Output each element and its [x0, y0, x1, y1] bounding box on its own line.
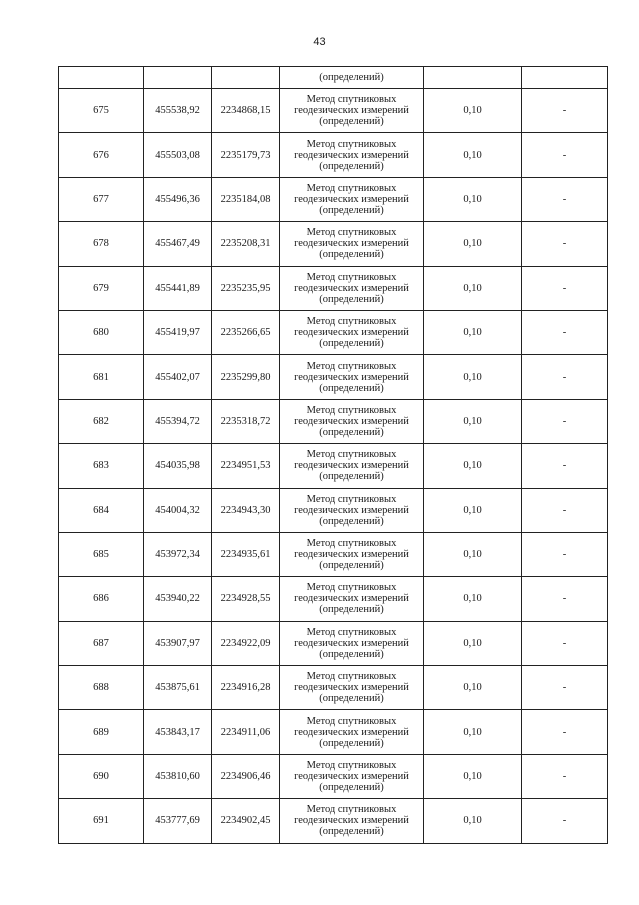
method-line: Метод спутниковых [306, 626, 397, 638]
cell-point-id: 686 [59, 577, 144, 621]
cell-extra: - [522, 577, 608, 621]
table-row [59, 488, 608, 532]
cell-extra: - [522, 444, 608, 488]
cell-method [280, 754, 424, 798]
cell-method: (определений) [280, 67, 424, 89]
cell-x: 453777,69 [144, 799, 212, 843]
cell-method [280, 577, 424, 621]
cell-method [280, 222, 424, 266]
cell-x: 455538,92 [144, 89, 212, 133]
method-line: геодезических измерений [294, 105, 409, 117]
method-line: (определений) [319, 382, 384, 394]
method-line: геодезических измерений [294, 815, 409, 827]
cell-point-id: 688 [59, 666, 144, 710]
method-line: геодезических измерений [294, 726, 409, 738]
cell-extra: - [522, 710, 608, 754]
cell-x: 455467,49 [144, 222, 212, 266]
cell-extra: - [522, 666, 608, 710]
method-line: (определений) [319, 116, 384, 128]
cell-point-id: 683 [59, 444, 144, 488]
cell-accuracy: 0,10 [424, 754, 522, 798]
cell-y: 2234916,28 [212, 666, 280, 710]
table-row [59, 399, 608, 443]
cell-y: 2235179,73 [212, 133, 280, 177]
cell-point-id: 682 [59, 399, 144, 443]
cell-method [280, 710, 424, 754]
cell-extra: - [522, 621, 608, 665]
cell-extra: - [522, 133, 608, 177]
cell-point-id: 679 [59, 266, 144, 310]
cell-method [280, 444, 424, 488]
cell-accuracy [424, 67, 522, 89]
cell-point-id: 689 [59, 710, 144, 754]
cell-accuracy: 0,10 [424, 621, 522, 665]
cell-x: 453907,97 [144, 621, 212, 665]
cell-extra: - [522, 799, 608, 843]
cell-accuracy: 0,10 [424, 222, 522, 266]
cell-x: 455394,72 [144, 399, 212, 443]
table-row [59, 532, 608, 576]
table-row [59, 133, 608, 177]
cell-extra: - [522, 177, 608, 221]
method-line: геодезических измерений [294, 193, 409, 205]
method-line: (определений) [319, 160, 384, 172]
method-line: Метод спутниковых [306, 760, 397, 772]
cell-x: 453843,17 [144, 710, 212, 754]
cell-x: 454004,32 [144, 488, 212, 532]
coordinates-table [58, 66, 608, 844]
cell-method [280, 89, 424, 133]
method-line: (определений) [319, 737, 384, 749]
table-row [59, 266, 608, 310]
cell-accuracy: 0,10 [424, 399, 522, 443]
cell-x: 454035,98 [144, 444, 212, 488]
cell-point-id [59, 67, 144, 89]
method-line: геодезических измерений [294, 771, 409, 783]
cell-accuracy: 0,10 [424, 799, 522, 843]
cell-y: 2235299,80 [212, 355, 280, 399]
cell-point-id: 680 [59, 310, 144, 354]
table-row [59, 621, 608, 665]
cell-y: 2234943,30 [212, 488, 280, 532]
method-line: Метод спутниковых [306, 227, 397, 239]
method-line: (определений) [319, 338, 384, 350]
method-line: геодезических измерений [294, 327, 409, 339]
cell-accuracy: 0,10 [424, 444, 522, 488]
page-number: 43 [313, 36, 326, 48]
cell-point-id: 675 [59, 89, 144, 133]
method-line: (определений) [319, 560, 384, 572]
method-line: (определений) [319, 826, 384, 838]
cell-y: 2234906,46 [212, 754, 280, 798]
cell-y: 2234951,53 [212, 444, 280, 488]
cell-point-id: 690 [59, 754, 144, 798]
table-row [59, 710, 608, 754]
cell-y: 2234911,06 [212, 710, 280, 754]
cell-y: 2234922,09 [212, 621, 280, 665]
cell-y: 2235266,65 [212, 310, 280, 354]
cell-x: 455441,89 [144, 266, 212, 310]
cell-extra: - [522, 310, 608, 354]
cell-accuracy: 0,10 [424, 666, 522, 710]
cell-x: 455503,08 [144, 133, 212, 177]
method-line: геодезических измерений [294, 238, 409, 250]
cell-extra: - [522, 488, 608, 532]
method-line: Метод спутниковых [306, 316, 397, 328]
method-line: геодезических измерений [294, 549, 409, 561]
method-line: Метод спутниковых [306, 493, 397, 505]
table-row [59, 666, 608, 710]
method-line: (определений) [319, 648, 384, 660]
cell-accuracy: 0,10 [424, 133, 522, 177]
method-line: Метод спутниковых [306, 671, 397, 683]
table-row [59, 799, 608, 843]
cell-accuracy: 0,10 [424, 310, 522, 354]
method-line: (определений) [319, 604, 384, 616]
cell-method [280, 266, 424, 310]
method-line: Метод спутниковых [306, 138, 397, 150]
method-line: (определений) [319, 471, 384, 483]
cell-extra: - [522, 266, 608, 310]
cell-method [280, 177, 424, 221]
cell-y: 2235184,08 [212, 177, 280, 221]
method-line: геодезических измерений [294, 371, 409, 383]
cell-y: 2234935,61 [212, 532, 280, 576]
table-row [59, 754, 608, 798]
method-line: (определений) [319, 204, 384, 216]
cell-point-id: 678 [59, 222, 144, 266]
method-line: геодезических измерений [294, 460, 409, 472]
cell-accuracy: 0,10 [424, 532, 522, 576]
table-row [59, 89, 608, 133]
coordinates-table-body [59, 67, 608, 844]
cell-method [280, 799, 424, 843]
cell-point-id: 677 [59, 177, 144, 221]
cell-y: 2235235,95 [212, 266, 280, 310]
table-row [59, 310, 608, 354]
method-line: Метод спутниковых [306, 449, 397, 461]
cell-x [144, 67, 212, 89]
cell-point-id: 676 [59, 133, 144, 177]
cell-method [280, 355, 424, 399]
cell-y: 2234868,15 [212, 89, 280, 133]
cell-extra: - [522, 355, 608, 399]
cell-accuracy: 0,10 [424, 488, 522, 532]
method-line: (определений) [319, 515, 384, 527]
method-line: (определений) [319, 293, 384, 305]
cell-accuracy: 0,10 [424, 89, 522, 133]
cell-extra: - [522, 754, 608, 798]
cell-accuracy: 0,10 [424, 710, 522, 754]
method-line: геодезических измерений [294, 149, 409, 161]
cell-x: 453875,61 [144, 666, 212, 710]
cell-method [280, 310, 424, 354]
cell-accuracy: 0,10 [424, 577, 522, 621]
method-line: Метод спутниковых [306, 715, 397, 727]
cell-x: 453972,34 [144, 532, 212, 576]
cell-point-id: 685 [59, 532, 144, 576]
method-line: геодезических измерений [294, 593, 409, 605]
cell-y: 2235318,72 [212, 399, 280, 443]
table-row [59, 355, 608, 399]
cell-method [280, 532, 424, 576]
cell-extra: - [522, 399, 608, 443]
table-row [59, 444, 608, 488]
method-line: Метод спутниковых [306, 582, 397, 594]
cell-point-id: 681 [59, 355, 144, 399]
method-line: геодезических измерений [294, 504, 409, 516]
cell-method [280, 399, 424, 443]
cell-x: 455402,07 [144, 355, 212, 399]
cell-accuracy: 0,10 [424, 355, 522, 399]
cell-extra: - [522, 222, 608, 266]
method-line: Метод спутниковых [306, 271, 397, 283]
cell-method [280, 133, 424, 177]
method-line: (определений) [319, 426, 384, 438]
cell-x: 453810,60 [144, 754, 212, 798]
cell-method [280, 621, 424, 665]
cell-extra [522, 67, 608, 89]
table-row [59, 222, 608, 266]
cell-y: 2234902,45 [212, 799, 280, 843]
method-line: (определений) [319, 693, 384, 705]
cell-x: 453940,22 [144, 577, 212, 621]
table-row [59, 577, 608, 621]
method-line: Метод спутниковых [306, 94, 397, 106]
method-line: Метод спутниковых [306, 404, 397, 416]
table-row [59, 177, 608, 221]
cell-x: 455419,97 [144, 310, 212, 354]
continuation-row [59, 67, 608, 89]
method-line: Метод спутниковых [306, 538, 397, 550]
cell-point-id: 684 [59, 488, 144, 532]
cell-accuracy: 0,10 [424, 266, 522, 310]
cell-extra: - [522, 532, 608, 576]
cell-y [212, 67, 280, 89]
cell-point-id: 687 [59, 621, 144, 665]
cell-y: 2235208,31 [212, 222, 280, 266]
method-line: геодезических измерений [294, 282, 409, 294]
cell-extra: - [522, 89, 608, 133]
method-line: (определений) [319, 249, 384, 261]
cell-method [280, 488, 424, 532]
cell-y: 2234928,55 [212, 577, 280, 621]
method-line: Метод спутниковых [306, 360, 397, 372]
method-line: Метод спутниковых [306, 804, 397, 816]
cell-method [280, 666, 424, 710]
method-line: геодезических измерений [294, 682, 409, 694]
method-line: геодезических измерений [294, 415, 409, 427]
method-line: Метод спутниковых [306, 182, 397, 194]
method-line: (определений) [319, 782, 384, 794]
method-line: геодезических измерений [294, 637, 409, 649]
cell-point-id: 691 [59, 799, 144, 843]
cell-accuracy: 0,10 [424, 177, 522, 221]
cell-x: 455496,36 [144, 177, 212, 221]
